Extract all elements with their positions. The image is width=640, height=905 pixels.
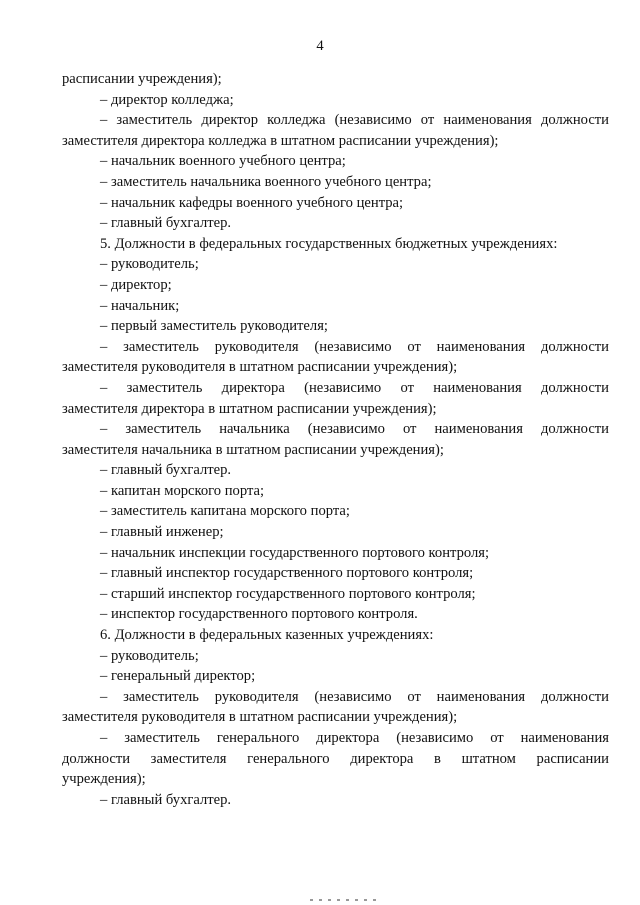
text-line: – заместитель капитана морского порта; — [100, 503, 350, 520]
text-line: – начальник инспекции государственного портового контроля; — [100, 544, 490, 561]
text-line: – директор; — [100, 276, 172, 293]
document-body — [62, 69, 609, 810]
text-line: 6. Должности в федеральных казенных учреждениях: — [100, 627, 434, 644]
text-line: – генеральный директор; — [100, 668, 256, 685]
text-line: должности заместителя генерального директора в штатном расписании — [62, 750, 609, 767]
text-line: – главный инженер; — [100, 524, 224, 541]
text-line: – начальник военного учебного центра; — [100, 153, 346, 170]
text-line: – директор колледжа; — [100, 91, 234, 108]
page-number: 4 — [316, 38, 324, 54]
text-line: расписании учреждения); — [62, 71, 222, 87]
text-line: – старший инспектор государственного портового контроля; — [100, 585, 476, 602]
text-line: 5. Должности в федеральных государственных бюджетных учреждениях: — [100, 235, 558, 252]
text-line: – начальник; — [100, 297, 180, 314]
text-line: – заместитель директора (независимо от наименования должности — [100, 379, 609, 396]
text-line: – руководитель; — [100, 647, 199, 664]
text-line: заместителя руководителя в штатном расписании учреждения); — [62, 359, 458, 376]
text-line: заместителя директора колледжа в штатном расписании учреждения); — [62, 132, 499, 149]
text-line: – главный бухгалтер. — [100, 791, 232, 808]
text-line: учреждения); — [62, 771, 146, 788]
text-line: – заместитель начальника военного учебного центра; — [100, 173, 432, 190]
text-line: – заместитель руководителя (независимо от наименования должности — [100, 688, 609, 705]
text-line: заместителя начальника в штатном расписании учреждения); — [62, 441, 444, 458]
text-line: – заместитель директор колледжа (независимо от наименования должности — [100, 112, 609, 129]
text-line: – начальник кафедры военного учебного центра; — [100, 194, 404, 211]
scan-artifact — [310, 899, 380, 901]
text-line: – заместитель руководителя (независимо от наименования должности — [100, 338, 609, 355]
text-line: – заместитель генерального директора (независимо от наименования — [100, 730, 609, 746]
text-line: – первый заместитель руководителя; — [100, 318, 328, 335]
text-line: – инспектор государственного портового контроля. — [100, 606, 418, 623]
text-line: заместителя директора в штатном расписании учреждения); — [62, 400, 437, 417]
text-line: – руководитель; — [100, 256, 199, 273]
text-line: – главный инспектор государственного портового контроля; — [100, 565, 474, 582]
text-line: заместителя руководителя в штатном расписании учреждения); — [62, 709, 458, 726]
text-line: – капитан морского порта; — [100, 482, 265, 499]
text-line: – главный бухгалтер. — [100, 462, 232, 479]
text-line: – главный бухгалтер. — [100, 215, 232, 232]
text-line: – заместитель начальника (независимо от наименования должности — [100, 421, 609, 438]
